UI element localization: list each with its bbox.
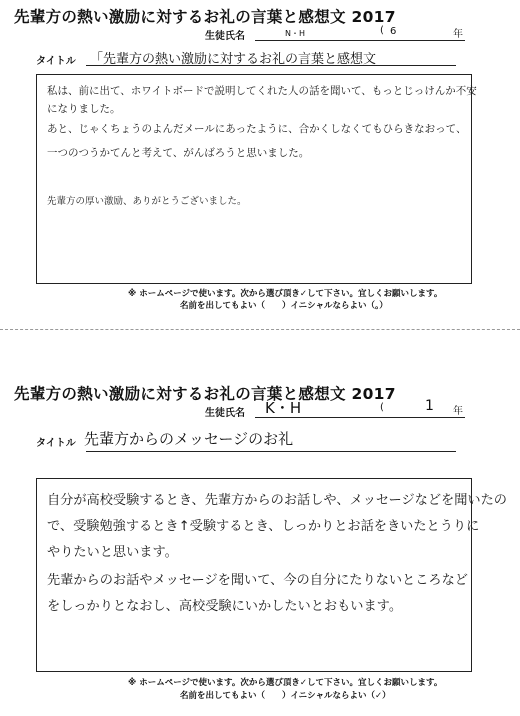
grade-unit: 年 [453,29,463,40]
sheet-title: 先輩方の熱い激励に対するお礼の言葉と感想文 2017 [14,385,396,403]
essay-line: やりたいと思います。 [47,545,178,560]
title-label: タイトル [36,56,76,67]
student-name-row [205,25,465,41]
student-name-value: K・H [265,399,302,417]
cut-line [0,329,520,330]
title-underline [86,65,456,66]
essay-line: をしっかりとなおし、高校受験にいかしたいとおもいます。 [47,599,403,614]
essay-line: 私は、前に出て、ホワイトボードで説明してくれた人の話を聞いて、もっとじっけんか不安 [47,85,477,97]
title-row [36,430,456,452]
name-underline [255,417,465,418]
essay-line: 先輩方の厚い激励、ありがとうございました。 [47,196,247,207]
student-name-row [205,398,465,419]
grade-unit: 年 [453,406,463,417]
title-value: 「先輩方の熱い激励に対するお礼の言葉と感想文 [90,52,377,67]
essay-line: あと、じゃくちょうのよんだメールにあったように、合かくしなくてもひらきなおって、 [47,123,467,135]
essay-line: になりました。 [47,103,121,115]
title-value: 先輩方からのメッセージのお礼 [84,430,294,448]
essay-sheet-1 [0,0,520,330]
essay-line: 一つのつうかてんと考えて、がんばろうと思いました。 [47,147,310,159]
publish-consent: 名前を出してもよい（ ）イニシャルならよい（。） [180,301,388,311]
student-name-label: 生徒氏名 [205,408,245,419]
essay-line: で、受験勉強するとき↑受験するとき、しっかりとお話をきいたとうりに [47,519,480,534]
essay-line: 先輩からのお話やメッセージを聞いて、今の自分にたりないところなど [47,573,468,588]
student-name-value: N・H [285,29,305,38]
essay-sheet-2 [0,372,520,716]
grade-value: 6 [390,26,397,37]
sheet-title: 先輩方の熱い激励に対するお礼の言葉と感想文 2017 [14,8,396,26]
grade-open-paren: ( [380,25,384,36]
essay-line: 自分が高校受験するとき、先輩方からのお話しや、メッセージなどを聞いたの [47,493,507,508]
title-underline [86,451,456,452]
title-label: タイトル [36,438,76,449]
footer-note: ※ ホームページで使います。次から選び頂き✓して下さい。宜しくお願いします。 [128,678,443,688]
grade-value: 1 [425,398,434,414]
student-name-label: 生徒氏名 [205,31,245,42]
footer-note: ※ ホームページで使います。次から選び頂き✓して下さい。宜しくお願いします。 [128,289,443,299]
name-underline [255,40,465,41]
grade-open-paren: ( [380,402,384,413]
publish-consent: 名前を出してもよい（ ）イニシャルならよい（✓） [180,691,391,701]
title-row [36,48,456,66]
essay-box [36,478,507,672]
essay-box [36,74,477,284]
